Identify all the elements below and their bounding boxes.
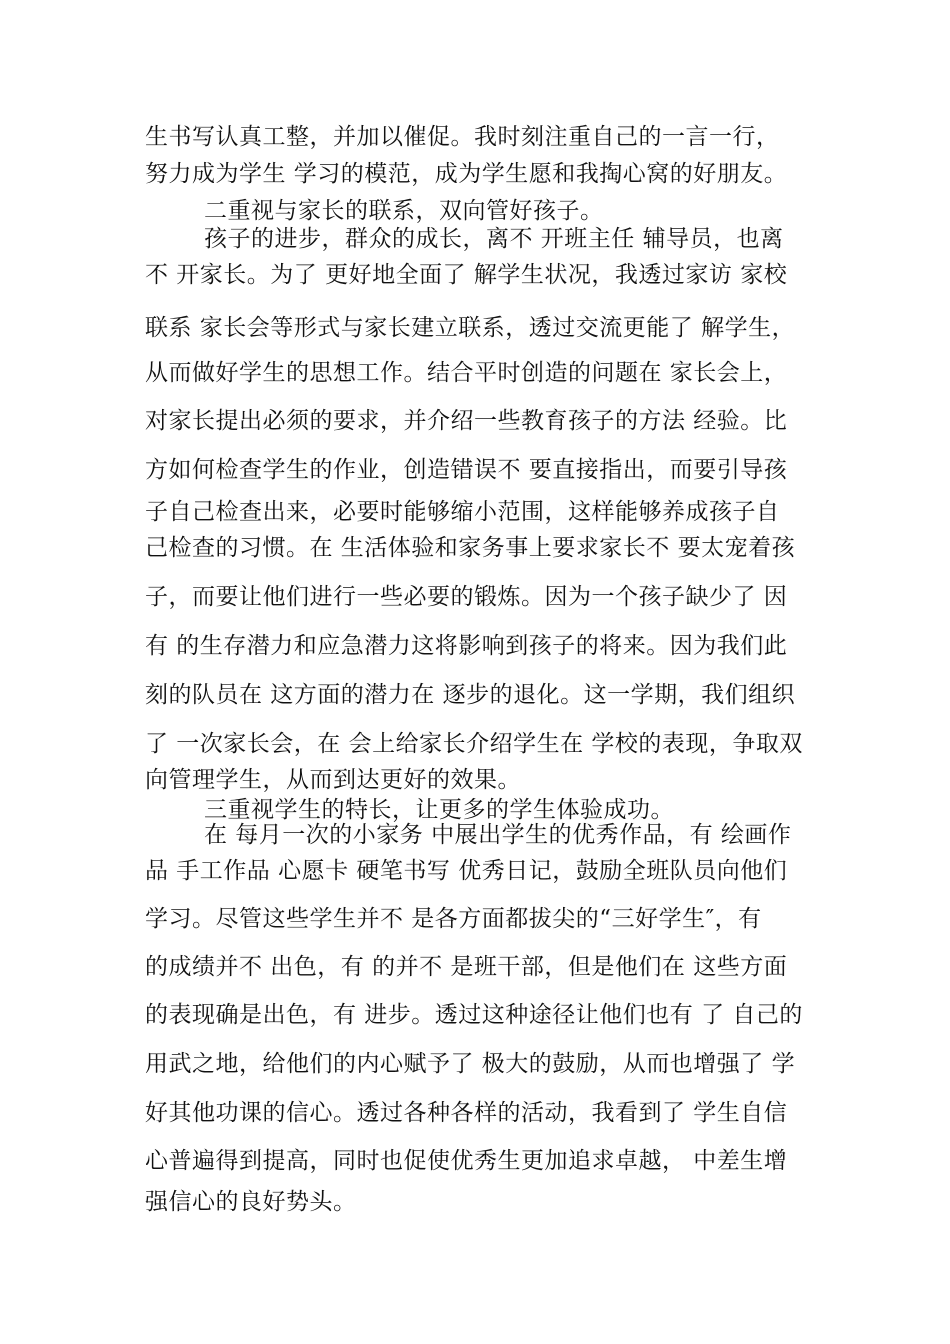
- text-line: 对家长提出必须的要求，并介绍一些教育孩子的方法 经验。比: [145, 408, 788, 434]
- section-heading: 三重视学生的特长，让更多的学生体验成功。: [204, 797, 674, 823]
- text-line: 用武之地，给他们的内心赋予了 极大的鼓励，从而也增强了 学: [145, 1051, 796, 1077]
- text-line: 子自己检查出来，必要时能够缩小范围，这样能够养成孩子自: [145, 499, 780, 525]
- text-line: 努力成为学生 学习的模范，成为学生愿和我掏心窝的好朋友。: [145, 161, 788, 187]
- text-line: 生书写认真工整，并加以催促。我时刻注重自己的一言一行，: [145, 124, 780, 150]
- text-line: 强信心的良好势头。: [145, 1189, 357, 1215]
- text-line: 己检查的习惯。在 生活体验和家务事上要求家长不 要太宠着孩: [145, 535, 796, 561]
- text-line: 在 每月一次的小家务 中展出学生的优秀作品，有 绘画作: [204, 822, 792, 848]
- text-line: 孩子的进步，群众的成长，离不 开班主任 辅导员，也离: [204, 226, 784, 252]
- text-line: 好其他功课的信心。透过各种各样的活动，我看到了 学生自信: [145, 1100, 788, 1126]
- text-line: 品 手工作品 心愿卡 硬笔书写 优秀日记，鼓励全班队员向他们: [145, 858, 788, 884]
- text-line: 方如何检查学生的作业，创造错误不 要直接指出，而要引导孩: [145, 457, 788, 483]
- text-line: 不 开家长。为了 更好地全面了 解学生状况，我透过家访 家校: [145, 262, 788, 288]
- text-line: 子，而要让他们进行一些必要的锻炼。因为一个孩子缺少了 因: [145, 584, 788, 610]
- text-line: 联系 家长会等形式与家长建立联系，透过交流更能了 解学生，: [145, 315, 796, 341]
- section-heading: 二重视与家长的联系，双向管好孩子。: [204, 198, 604, 224]
- text-line: 从而做好学生的思想工作。结合平时创造的问题在 家长会上，: [145, 360, 788, 386]
- text-line: 向管理学生，从而到达更好的效果。: [145, 767, 521, 793]
- text-line: 的表现确是出色，有 进步。透过这种途径让他们也有 了 自己的: [145, 1002, 803, 1028]
- text-line: 刻的队员在 这方面的潜力在 逐步的退化。这一学期，我们组织: [145, 682, 796, 708]
- text-line: 了 一次家长会，在 会上给家长介绍学生在 学校的表现，争取双: [145, 731, 803, 757]
- text-line: 学习。尽管这些学生并不 是各方面都拔尖的“三好学生″，有: [145, 906, 762, 932]
- text-line: 心普遍得到提高，同时也促使优秀生更加追求卓越， 中差生增: [145, 1148, 788, 1174]
- text-line: 有 的生存潜力和应急潜力这将影响到孩子的将来。因为我们此: [145, 633, 788, 659]
- text-line: 的成绩并不 出色，有 的并不 是班干部，但是他们在 这些方面: [145, 954, 788, 980]
